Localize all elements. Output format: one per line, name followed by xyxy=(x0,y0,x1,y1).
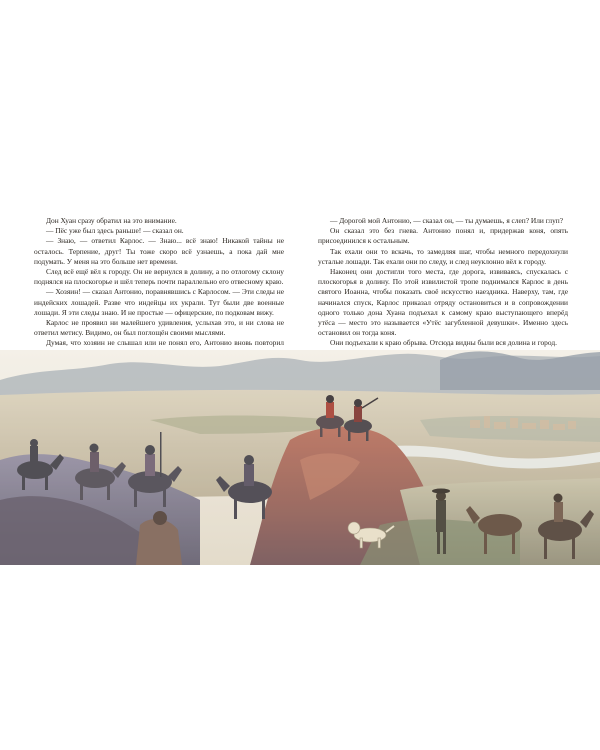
paragraph: Так ехали они то вскачь, то замедляя шаг, чтобы немного передохнули усталые лошади. Так ехали они по следу, и след неуклонно вёл к городу. xyxy=(318,246,568,266)
paragraph: — Хозяин! — сказал Антонио, поравнявшись с Карлосом. — Эти следы не индейских лошадей. Разве что индейцы их украли. Тут были две военные лошади. Я эти следы знаю. И не простые — офицерские, по подковам вижу. xyxy=(34,287,284,317)
paragraph: Наконец они достигли того места, где дорога, извиваясь, спускалась с плоскогорья в долину. По этой извилистой тропе поднимался Карлос в день святого Иоанна, чтобы показать своё искусство наездника. Наверху, там, где начинался спуск, Карлос приказал отряду остановиться и в сопровождении одного только дона Хуана подъехал к самому краю выступающего вперёд утёса — место это называется «Утёс загубленной девушки». Именно здесь остановил он тогда коня. xyxy=(318,267,568,338)
paragraph: Думая, что хозяин не слышал или не понял его, Антонио вновь повторил xyxy=(46,338,284,348)
paragraph: Они подъехали к краю обрыва. Отсюда видны были вся долина и город. xyxy=(330,338,557,348)
illustration-canvas xyxy=(0,350,600,565)
paragraph: Он сказал это без гнева. Антонио понял и, придержав коня, опять присоединился к остальным. xyxy=(318,226,568,246)
paragraph: След всё ещё вёл к городу. Он не вернулся в долину, а по отлогому склону поднялся на плоскогорье и шёл теперь почти параллельно его отвесному краю. xyxy=(34,267,284,287)
paragraph: Карлос не проявил ни малейшего удивления, услыхав это, и ни слова не ответил метису. Видимо, он был поглощён своими мыслями. xyxy=(34,318,284,338)
paragraph: — Дорогой мой Антонио, — сказал он, — ты думаешь, я слеп? Или глуп? xyxy=(330,216,563,225)
right-text-column xyxy=(318,216,568,349)
watercolor-illustration xyxy=(0,350,600,565)
paper-wash xyxy=(0,350,600,565)
paragraph: — Пёс уже был здесь раньше! — сказал он. xyxy=(46,226,184,236)
paragraph: Дон Хуан сразу обратил на это внимание. xyxy=(46,216,177,225)
left-text-column xyxy=(34,216,284,359)
paragraph: — Знаю, — ответил Карлос. — Знаю... всё знаю! Никакой тайны не осталось. Терпение, друг! Ты тоже скоро всё узнаешь, а пока дай мне подумать. У меня на это больше нет времени. xyxy=(34,236,284,266)
